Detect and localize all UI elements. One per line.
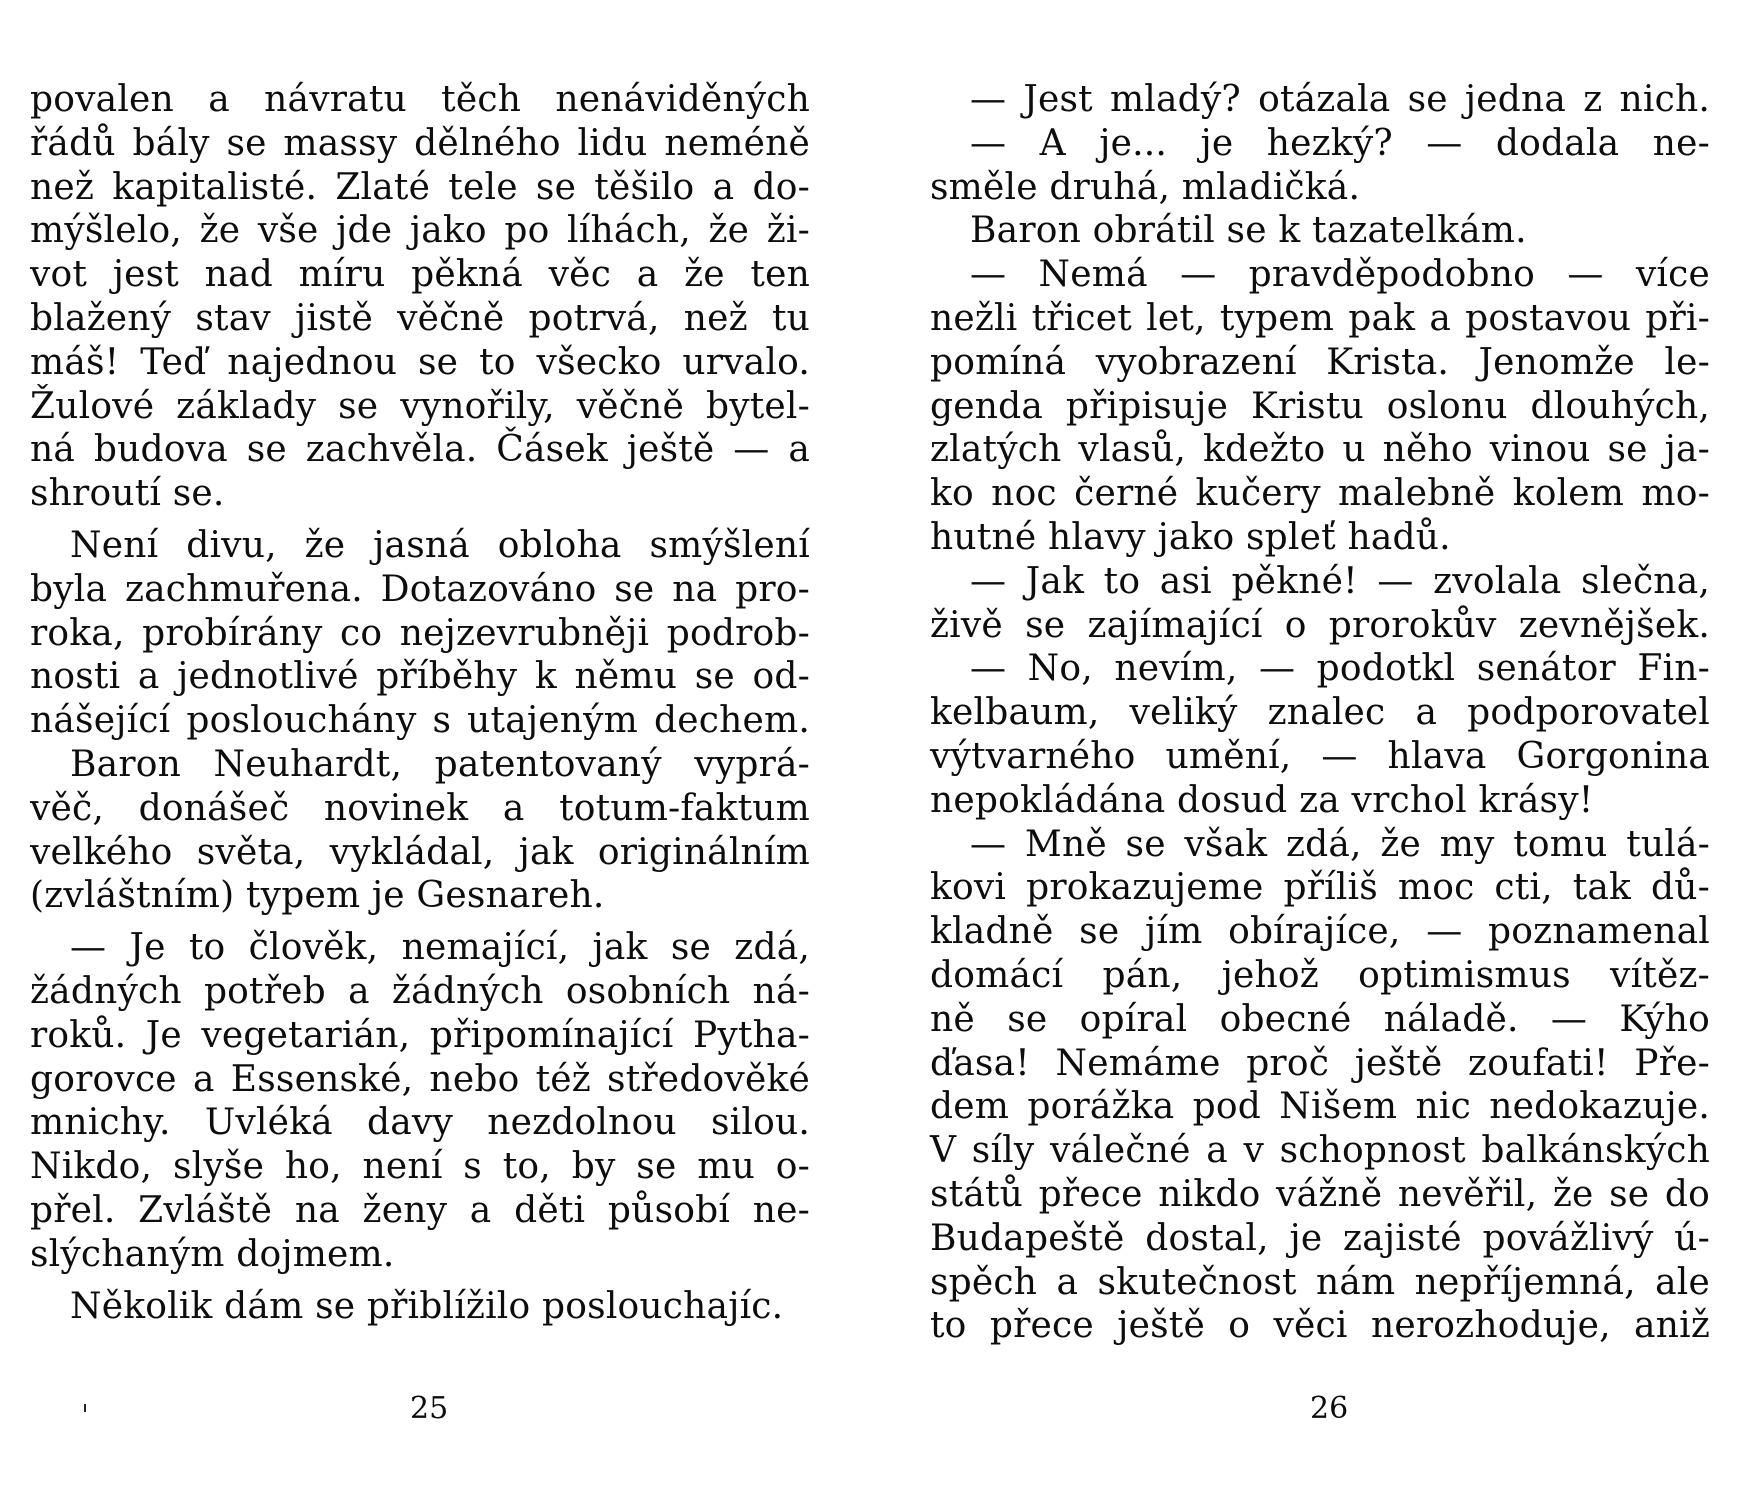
text-line: genda připisuje Kristu oslonu dlouhých, bbox=[930, 385, 1710, 427]
left-page bbox=[30, 78, 810, 1328]
text-line: — Mně se však zdá, že my tomu tulá- bbox=[970, 823, 1710, 865]
text-line: Nikdo, slyše ho, není s to, by se mu o- bbox=[30, 1146, 810, 1188]
text-line: kelbaum, veliký znalec a podporovatel bbox=[930, 692, 1710, 734]
print-speck bbox=[84, 1404, 86, 1412]
text-line: kovi prokazujeme příliš moc cti, tak dů- bbox=[930, 867, 1710, 909]
text-line: hutné hlavy jako spleť hadů. bbox=[930, 516, 1451, 558]
text-line: ná budova se zachvěla. Čásek ještě — a bbox=[30, 429, 810, 471]
page-number-right: 26 bbox=[1310, 1391, 1349, 1426]
text-line: gorovce a Essenské, nebo též středověké bbox=[30, 1058, 810, 1100]
text-line: Několik dám se přiblížilo poslouchajíc. bbox=[70, 1285, 784, 1327]
text-line: spěch a skutečnost nám nepříjemná, ale bbox=[930, 1261, 1710, 1303]
text-line: států přece nikdo vážně nevěřil, že se do bbox=[930, 1173, 1710, 1215]
text-line: žádných potřeb a žádných osobních ná- bbox=[30, 970, 810, 1012]
text-line: přel. Zvláště na ženy a děti působí ne- bbox=[30, 1189, 810, 1231]
text-line: živě se zajímající o prorokův zevnějšek. bbox=[930, 604, 1710, 646]
text-line: dem porážka pod Nišem nic nedokazuje. bbox=[930, 1086, 1710, 1128]
text-line: výtvarného umění, — hlava Gorgonina bbox=[930, 735, 1710, 777]
text-line: ďasa! Nemáme proč ještě zoufati! Pře- bbox=[930, 1042, 1710, 1084]
page-number-left: 25 bbox=[410, 1391, 449, 1426]
text-line: Baron obrátil se k tazatelkám. bbox=[970, 210, 1527, 252]
text-line: — Je to člověk, nemající, jak se zdá, bbox=[70, 927, 810, 969]
text-line: velkého světa, vykládal, jak originálním bbox=[30, 831, 810, 873]
text-line: blažený stav jistě věčně potrvá, než tu bbox=[30, 297, 810, 339]
text-line: ně se opíral obecné náladě. — Kýho bbox=[930, 998, 1710, 1040]
text-line: — No, nevím, — podotkl senátor Fin- bbox=[970, 648, 1710, 690]
text-line: nášející poslouchány s utajeným dechem. bbox=[30, 700, 810, 742]
text-line: — A je... je hezký? — dodala ne- bbox=[970, 122, 1710, 164]
text-line: máš! Teď najednou se to všecko urvalo. bbox=[30, 341, 810, 383]
text-line: směle druhá, mladičká. bbox=[930, 166, 1361, 208]
text-line: zlatých vlasů, kdežto u něho vinou se ja- bbox=[930, 429, 1710, 471]
text-line: to přece ještě o věci nerozhoduje, aniž bbox=[930, 1305, 1710, 1347]
text-line: řádů bály se massy dělného lidu neméně bbox=[30, 122, 810, 164]
text-line: pomíná vyobrazení Krista. Jenomže le- bbox=[930, 341, 1710, 383]
text-line: byla zachmuřena. Dotazováno se na pro- bbox=[30, 568, 810, 610]
text-line: (zvláštním) typem je Gesnareh. bbox=[30, 875, 605, 917]
text-line: Žulové základy se vynořily, věčně bytel- bbox=[30, 385, 810, 427]
text-line: mnichy. Uvléká davy nezdolnou silou. bbox=[30, 1102, 810, 1144]
text-line: povalen a návratu těch nenáviděných bbox=[30, 79, 810, 120]
text-line: mýšlelo, že vše jde jako po líhách, že ži- bbox=[30, 210, 810, 252]
text-line: shroutí se. bbox=[30, 473, 225, 515]
text-line: nosti a jednotlivé příběhy k němu se od- bbox=[30, 656, 810, 698]
text-line: — Nemá — pravděpodobno — více bbox=[970, 254, 1710, 296]
text-line: nežli třicet let, typem pak a postavou při- bbox=[930, 297, 1710, 339]
text-line: Není divu, že jasná obloha smýšlení bbox=[70, 524, 810, 566]
text-line: roka, probírány co nejzevrubněji podrob- bbox=[30, 612, 810, 654]
text-line: nepokládána dosud za vrchol krásy! bbox=[930, 779, 1594, 821]
text-line: kladně se jím obírajíce, — poznamenal bbox=[930, 911, 1710, 953]
text-line: domácí pán, jehož optimismus vítěz- bbox=[930, 954, 1710, 996]
text-line: Budapeště dostal, je zajisté povážlivý ú- bbox=[930, 1217, 1710, 1259]
text-line: než kapitalisté. Zlaté tele se těšilo a do- bbox=[30, 166, 810, 208]
text-line: věč, donášeč novinek a totum-faktum bbox=[30, 787, 810, 829]
text-line: ko noc černé kučery malebně kolem mo- bbox=[930, 473, 1710, 515]
text-line: Baron Neuhardt, patentovaný vyprá- bbox=[70, 743, 810, 785]
right-page bbox=[930, 78, 1710, 1348]
text-line: slýchaným dojmem. bbox=[30, 1233, 395, 1275]
text-line: V síly válečné a v schopnost balkánských bbox=[930, 1130, 1710, 1172]
text-line: roků. Je vegetarián, připomínající Pytha- bbox=[30, 1014, 810, 1056]
text-line: — Jest mladý? otázala se jedna z nich. bbox=[970, 79, 1710, 120]
text-line: vot jest nad míru pěkná věc a že ten bbox=[30, 254, 810, 296]
text-line: — Jak to asi pěkné! — zvolala slečna, bbox=[970, 560, 1710, 602]
